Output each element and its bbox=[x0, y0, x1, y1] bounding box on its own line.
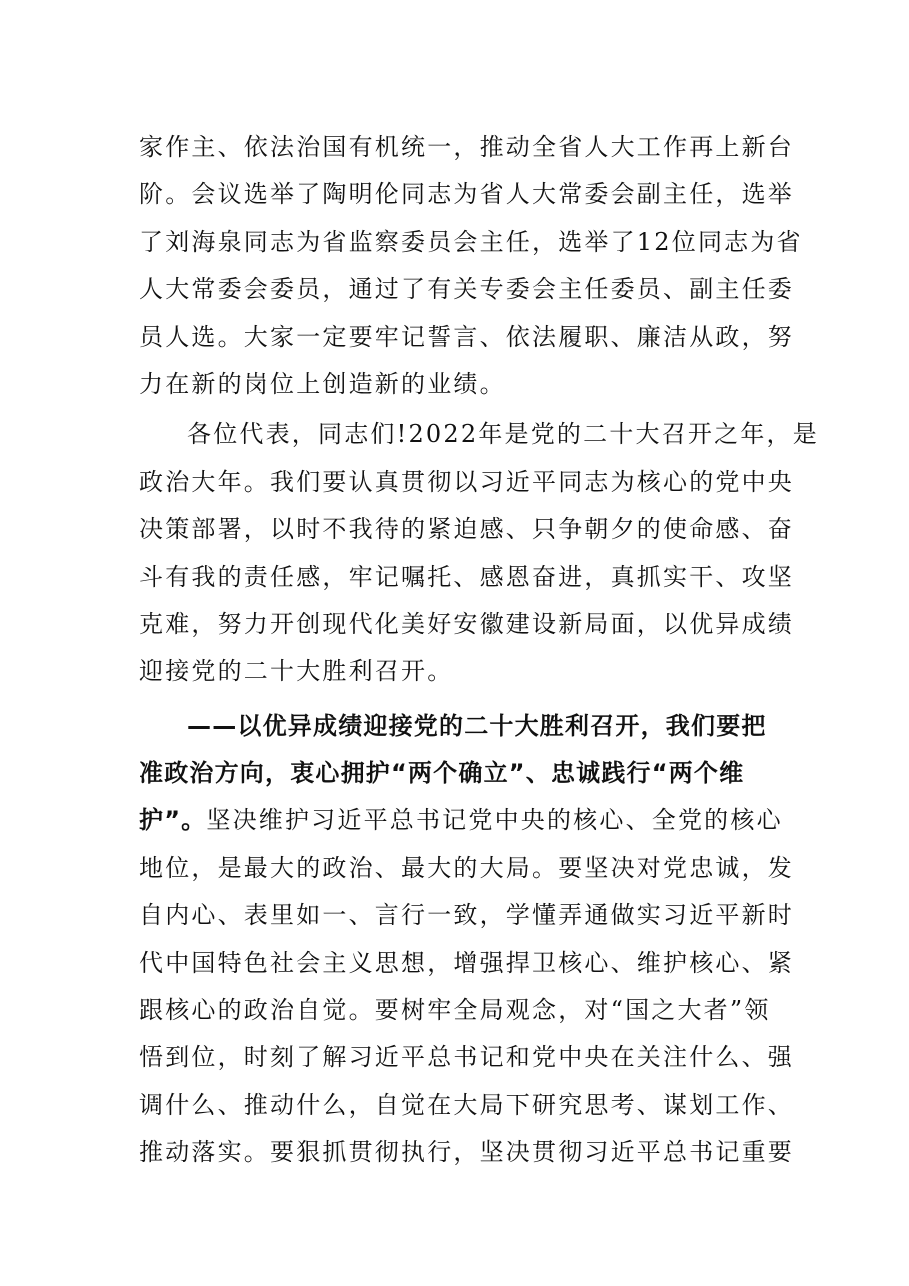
paragraph-1 bbox=[139, 124, 803, 408]
document-body bbox=[139, 124, 819, 1177]
mixed-text-line bbox=[139, 797, 783, 844]
text-line: 跟核心的政治自觉。要树牢全局观念，对“国之大者”领 bbox=[139, 996, 771, 1025]
text-line: 悟到位，时刻了解习近平总书记和党中央在关注什么、强 bbox=[139, 1043, 794, 1072]
text-line: 自内心、表里如一、言行一致，学懂弄通做实习近平新时 bbox=[139, 901, 794, 930]
text-line: 地位，是最大的政治、最大的大局。要坚决对党忠诚，发 bbox=[139, 853, 794, 882]
text-line: 阶。会议选举了陶明伦同志为省人大常委会副主任，选举 bbox=[139, 180, 794, 209]
text-line: 了刘海泉同志为省监察委员会主任，选举了12位同志为省 bbox=[139, 227, 803, 256]
normal-text-segment: 坚决维护习近平总书记党中央的核心、全党的核心 bbox=[206, 806, 783, 835]
text-line: 力在新的岗位上创造新的业绩。 bbox=[139, 369, 506, 398]
paragraph-2 bbox=[139, 411, 819, 695]
text-line: 员人选。大家一定要牢记誓言、依法履职、廉洁从政，努 bbox=[139, 322, 794, 351]
bold-heading-line: ——以优异成绩迎接党的二十大胜利召开，我们要把 bbox=[187, 711, 767, 740]
text-line: 家作主、依法治国有机统一，推动全省人大工作再上新台 bbox=[139, 133, 794, 161]
paragraph-3 bbox=[139, 703, 794, 1177]
text-line: 斗有我的责任感，牢记嘱托、感恩奋进，真抓实干、攻坚 bbox=[139, 562, 794, 591]
text-line: 政治大年。我们要认真贯彻以习近平同志为核心的党中央 bbox=[139, 467, 794, 496]
text-line: 迎接党的二十大胜利召开。 bbox=[139, 657, 454, 686]
text-line: 克难，努力开创现代化美好安徽建设新局面，以优异成绩 bbox=[139, 609, 794, 638]
text-line: 人大常委会委员，通过了有关专委会主任委员、副主任委 bbox=[139, 275, 794, 304]
text-line: 决策部署，以时不我待的紧迫感、只争朝夕的使命感、奋 bbox=[139, 515, 794, 544]
text-line: 调什么、推动什么，自觉在大局下研究思考、谋划工作、 bbox=[139, 1090, 794, 1119]
text-line: 各位代表，同志们!2022年是党的二十大召开之年，是 bbox=[187, 420, 819, 449]
bold-heading-line: 准政治方向，衷心拥护“两个确立”、忠诚践行“两个维 bbox=[139, 759, 745, 788]
text-line: 代中国特色社会主义思想，增强捍卫核心、维护核心、紧 bbox=[139, 948, 794, 977]
text-line: 推动落实。要狠抓贯彻执行，坚决贯彻习近平总书记重要 bbox=[139, 1138, 794, 1167]
bold-text-segment: 护”。 bbox=[139, 806, 207, 835]
